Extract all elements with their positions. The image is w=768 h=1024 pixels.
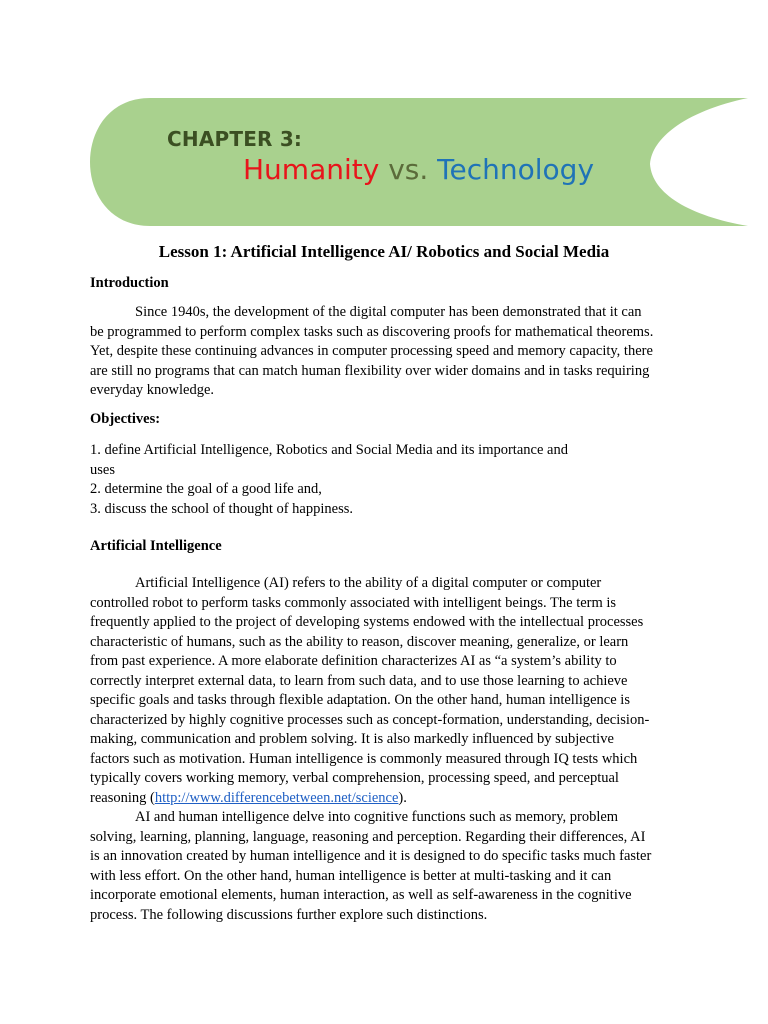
objective-item: uses xyxy=(90,461,115,478)
ai-line: with less effort. On the other hand, human intelligence is better at multi-tasking and it can xyxy=(90,867,612,884)
ai-line: incorporate emotional elements, human interaction, as well as self-awareness in the cognitive xyxy=(90,887,632,903)
ai-line: correctly interpret external data, to learn from such data, and to use those learning to achieve xyxy=(90,672,628,689)
ai-line: frequently applied to the project of developing systems endowed with the intellectual processes xyxy=(90,614,644,630)
title-vs: vs. xyxy=(379,153,438,186)
ai-line: solving, learning, planning, language, reasoning and perception. Regarding their differences, AI xyxy=(90,828,646,845)
ai-line: factors such as motivation. Human intelligence is commonly measured through IQ tests which xyxy=(90,750,638,767)
objective-item: 1. define Artificial Intelligence, Robotics and Social Media and its importance and xyxy=(90,442,568,458)
chapter-label: CHAPTER 3: xyxy=(167,127,303,151)
ai-line: characterized by highly cognitive processes such as concept-formation, understanding, decision- xyxy=(90,711,650,728)
intro-line: everyday knowledge. xyxy=(90,382,215,398)
ai-line: making, communication and problem solving. It is also markedly influenced by subjective xyxy=(90,731,614,747)
ai-line: Artificial Intelligence (AI) refers to the ability of a digital computer or computer xyxy=(135,575,602,591)
objective-item: 3. discuss the school of thought of happiness. xyxy=(90,500,353,517)
ai-line-with-link xyxy=(90,789,680,809)
ai-line-suffix: ). xyxy=(398,789,407,806)
objectives-list xyxy=(90,441,650,519)
objective-item: 2. determine the goal of a good life and, xyxy=(90,481,322,497)
intro-line: Since 1940s, the development of the digital computer has been demonstrated that it can xyxy=(135,304,642,320)
introduction-heading: Introduction xyxy=(90,275,169,291)
lesson-title: Lesson 1: Artificial Intelligence AI/ Robotics and Social Media xyxy=(158,242,610,261)
ai-line: process. The following discussions further explore such distinctions. xyxy=(90,906,488,923)
ai-line: AI and human intelligence delve into cognitive functions such as memory, problem xyxy=(135,809,619,825)
objectives-heading: Objectives: xyxy=(90,411,161,427)
title-technology: Technology xyxy=(437,153,595,186)
ai-line: typically covers working memory, verbal comprehension, processing speed, and perceptual xyxy=(90,770,619,786)
chapter-title xyxy=(243,153,594,186)
intro-line: be programmed to perform complex tasks such as discovering proofs for mathematical theorems. xyxy=(90,323,654,340)
title-humanity: Humanity xyxy=(243,153,380,186)
ai-line: characteristic of humans, such as the ability to reason, discover meaning, generalize, or learn xyxy=(90,633,629,650)
reference-link[interactable]: http://www.differencebetween.net/science xyxy=(154,789,399,806)
ai-line-prefix: reasoning ( xyxy=(90,789,155,806)
ai-line: from past experience. A more elaborate definition characterizes AI as “a system’s ability to xyxy=(90,653,617,669)
ai-line: controlled robot to perform tasks commonly associated with intelligent beings. The term is xyxy=(90,594,617,611)
intro-line: Yet, despite these continuing advances in computer processing speed and memory capacity, there xyxy=(90,343,653,359)
ai-heading: Artificial Intelligence xyxy=(90,538,222,554)
ai-line: specific goals and tasks through flexible adaptation. On the other hand, human intelligence is xyxy=(90,692,630,708)
ai-paragraph-1 xyxy=(90,574,680,925)
intro-line: are still no programs that can match human flexibility over wider domains and in tasks requiring xyxy=(90,362,650,379)
ai-line: is an innovation created by human intelligence and it is designed to do specific tasks much faster xyxy=(90,848,652,864)
introduction-paragraph xyxy=(90,303,680,401)
